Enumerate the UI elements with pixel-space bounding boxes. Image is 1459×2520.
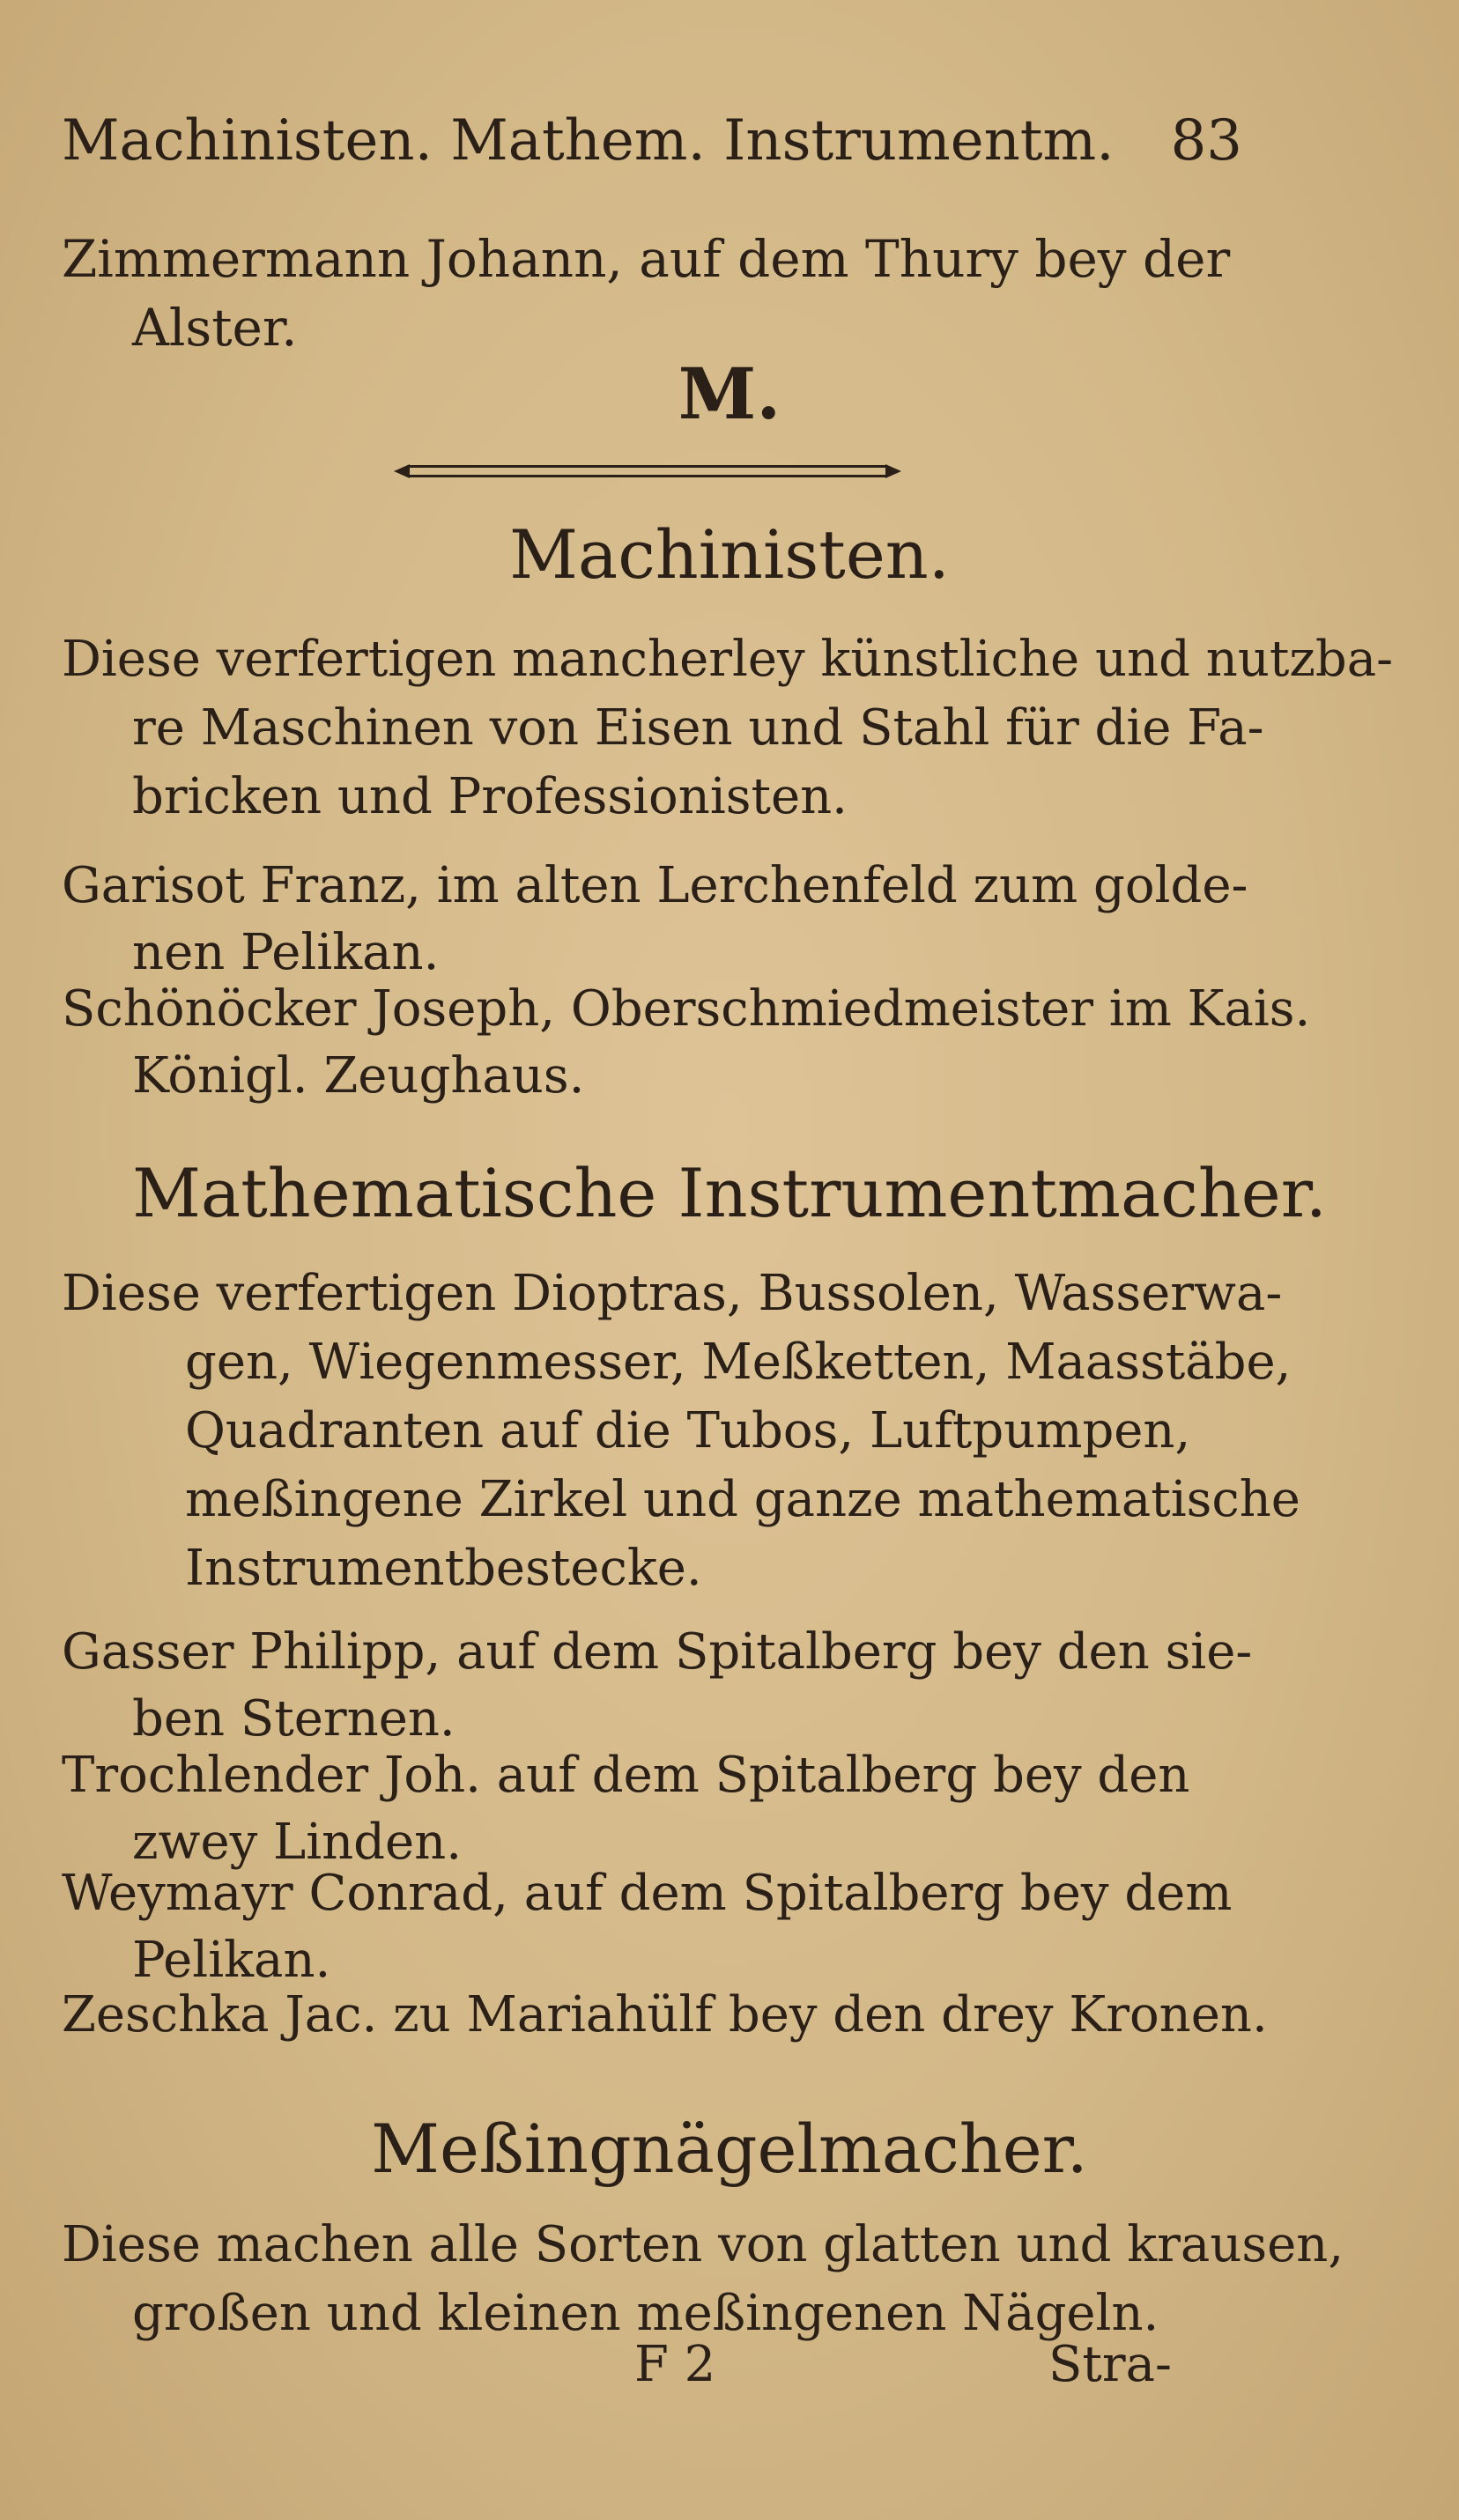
entry-trochlender (62, 1742, 1242, 1876)
desc-line: meßingene Zirkel und ganze mathematische (185, 1471, 1300, 1528)
entry-line: nen Pelikan. (132, 924, 440, 981)
heading-mathematische: Mathematische Instrumentmacher. (132, 1154, 1327, 1232)
ornamental-rule (410, 465, 885, 477)
continued-entry (62, 225, 1242, 362)
entry-line: Gasser Philipp, auf dem Spitalberg bey den sie- (62, 1623, 1253, 1681)
catchword: Stra- (1048, 2336, 1172, 2393)
desc-line: Diese verfertigen Dioptras, Bussolen, Wasserwa- (62, 1265, 1283, 1322)
entry-line: Weymayr Conrad, auf dem Spitalberg bey dem (62, 1865, 1233, 1922)
entry-garisot (62, 853, 1248, 987)
heading-messingnagelmacher: Meßingnägelmacher. (371, 2110, 1088, 2188)
entry-zeschka (62, 1982, 1268, 2049)
page-number: 83 (1170, 108, 1242, 174)
running-header (62, 106, 1242, 176)
entry-line: Zimmermann Johann, auf dem Thury bey der (62, 229, 1231, 289)
entry-line: Schönöcker Joseph, Oberschmiedmeister im Kais. (62, 980, 1311, 1038)
section-letter: M. (678, 352, 781, 435)
desc-line: Diese verfertigen mancherley künstliche und nutzba- (62, 631, 1394, 688)
entry-weymayr (62, 1860, 1242, 1994)
running-title: Machinisten. Mathem. Instrumentm. (62, 108, 1115, 174)
entry-line: Königl. Zeughaus. (132, 1047, 585, 1105)
messing-description (62, 2211, 1344, 2348)
entry-line: zwey Linden. (132, 1814, 463, 1871)
machinisten-description (62, 625, 1394, 831)
desc-line: gen, Wiegenmesser, Meßketten, Maasstäbe, (185, 1334, 1292, 1391)
desc-line: Diese machen alle Sorten von glatten und krausen, (62, 2216, 1344, 2273)
desc-line: großen und kleinen meßingenen Nägeln. (132, 2285, 1159, 2342)
desc-line: Quadranten auf die Tubos, Luftpumpen, (185, 1402, 1191, 1460)
signature-mark: F 2 (634, 2336, 716, 2393)
entry-schonocker (62, 976, 1311, 1110)
desc-line: Instrumentbestecke. (185, 1540, 702, 1597)
heading-machinisten: Machinisten. (509, 515, 950, 594)
entry-line: Alster. (132, 298, 298, 358)
entry-gasser (62, 1619, 1253, 1753)
mathematische-description (62, 1260, 1300, 1603)
entry-line: Trochlender Joh. auf dem Spitalberg bey den (62, 1747, 1190, 1804)
entry-line: Zeschka Jac. zu Mariahülf bey den drey Kronen. (62, 1986, 1268, 2043)
desc-line: re Maschinen von Eisen und Stahl für die Fa- (132, 699, 1264, 757)
entry-line: Pelikan. (132, 1932, 331, 1989)
entry-line: Garisot Franz, im alten Lerchenfeld zum golde- (62, 857, 1248, 914)
desc-line: bricken und Professionisten. (132, 768, 848, 825)
entry-line: ben Sternen. (132, 1690, 455, 1748)
